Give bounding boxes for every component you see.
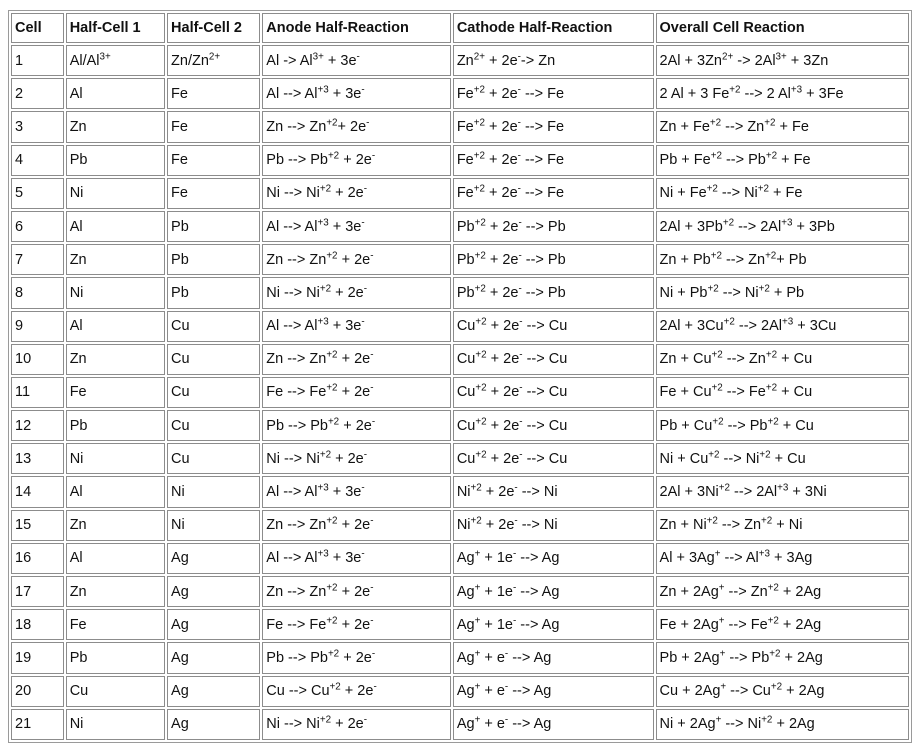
table-row <box>11 344 909 375</box>
cathode-half-reaction: $Pb^{+2} + 2e^-$ --> Pb <box>453 244 654 275</box>
overall-cell-reaction: Pb + 2Ag+ --> $Pb^{+2} + 2Ag$ <box>656 642 909 673</box>
electrochemical-cells-table <box>8 10 912 743</box>
overall-cell-reaction: $Zn + Cu^{+2}$ --> $Zn^{+2} + Cu$ <box>656 344 909 375</box>
anode-half-reaction: Al --> $Al^{+3} + 3e^-$ <box>262 211 451 242</box>
half-cell-1: Pb <box>66 145 165 176</box>
header-overall-cell-reaction: Overall Cell Reaction <box>656 13 909 43</box>
half-cell-2: Fe <box>167 78 260 109</box>
anode-half-reaction: Pb --> $Pb^{+2} + 2e^-$ <box>262 145 451 176</box>
half-cell-2: Ag <box>167 709 260 740</box>
anode-half-reaction: Cu --> $Cu^{+2} + 2e^-$ <box>262 676 451 707</box>
half-cell-1: Al <box>66 78 165 109</box>
half-cell-2: Ag <box>167 543 260 574</box>
anode-half-reaction: Zn --> $Zn^{+2} + 2e^-$ <box>262 344 451 375</box>
half-cell-2: Cu <box>167 443 260 474</box>
overall-cell-reaction: $Ni + Pb^{+2}$ --> $Ni^{+2} + Pb$ <box>656 277 909 308</box>
page <box>8 10 912 743</box>
cell-number: 8 <box>11 277 64 308</box>
table-row <box>11 244 909 275</box>
anode-half-reaction: Ni --> $Ni^{+2} + 2e^-$ <box>262 178 451 209</box>
half-cell-2: Fe <box>167 111 260 142</box>
overall-cell-reaction: Zn + 2Ag+ --> $Zn^{+2} + 2Ag$ <box>656 576 909 607</box>
cell-number: 16 <box>11 543 64 574</box>
table-row <box>11 576 909 607</box>
half-cell-1: Ni <box>66 178 165 209</box>
table-row <box>11 609 909 640</box>
half-cell-1: Zn <box>66 111 165 142</box>
cell-number: 5 <box>11 178 64 209</box>
half-cell-1: Ni <box>66 277 165 308</box>
table-row <box>11 642 909 673</box>
half-cell-2: Cu <box>167 377 260 408</box>
overall-cell-reaction: $Zn + Ni^{+2}$ --> $Zn^{+2} + Ni$ <box>656 510 909 541</box>
half-cell-1: Cu <box>66 676 165 707</box>
cathode-half-reaction: Ag+ + 1e- --> Ag <box>453 543 654 574</box>
cathode-half-reaction: $Fe^{+2} + 2e^-$ --> Fe <box>453 145 654 176</box>
cathode-half-reaction: Ag+ + 1e- --> Ag <box>453 609 654 640</box>
overall-cell-reaction: $Pb + Fe^{+2}$ --> $Pb^{+2} + Fe$ <box>656 145 909 176</box>
overall-cell-reaction: Cu + 2Ag+ --> $Cu^{+2} + 2Ag$ <box>656 676 909 707</box>
cathode-half-reaction: $Ni^{+2} + 2e^-$ --> Ni <box>453 476 654 507</box>
table-row <box>11 78 909 109</box>
anode-half-reaction: Zn --> $Zn^{+2} + 2e^-$ <box>262 510 451 541</box>
table-row <box>11 510 909 541</box>
cell-number: 4 <box>11 145 64 176</box>
anode-half-reaction: $Al -> Al^{3+} + 3e^-$ <box>262 45 451 76</box>
half-cell-2: Fe <box>167 178 260 209</box>
cathode-half-reaction: $Fe^{+2} + 2e^-$ --> Fe <box>453 178 654 209</box>
table-row <box>11 111 909 142</box>
cell-number: 20 <box>11 676 64 707</box>
half-cell-1: Fe <box>66 609 165 640</box>
table-row <box>11 178 909 209</box>
anode-half-reaction: Pb --> $Pb^{+2} + 2e^-$ <box>262 410 451 441</box>
half-cell-2: Ag <box>167 642 260 673</box>
half-cell-1: Pb <box>66 410 165 441</box>
cell-number: 2 <box>11 78 64 109</box>
half-cell-1: Zn <box>66 344 165 375</box>
header-cell: Cell <box>11 13 64 43</box>
overall-cell-reaction: 2 Al + 3 $Fe^{+2}$ --> 2 $Al^{+3} + 3Fe$ <box>656 78 909 109</box>
half-cell-2: Cu <box>167 311 260 342</box>
cell-number: 3 <box>11 111 64 142</box>
anode-half-reaction: Zn --> $Zn^{+2} + 2e^-$ <box>262 576 451 607</box>
cell-number: 6 <box>11 211 64 242</box>
half-cell-2: Ni <box>167 476 260 507</box>
half-cell-1: Al <box>66 311 165 342</box>
header-cathode-half-reaction: Cathode Half-Reaction <box>453 13 654 43</box>
cathode-half-reaction: $Cu^{+2} + 2e^-$ --> Cu <box>453 344 654 375</box>
table-row <box>11 311 909 342</box>
cathode-half-reaction: Ag+ + e- --> Ag <box>453 709 654 740</box>
table-row <box>11 543 909 574</box>
overall-cell-reaction: $Ni + Fe^{+2}$ --> $Ni^{+2} + Fe$ <box>656 178 909 209</box>
cathode-half-reaction: $Cu^{+2} + 2e^-$ --> Cu <box>453 443 654 474</box>
half-cell-1: Zn <box>66 244 165 275</box>
cell-number: 14 <box>11 476 64 507</box>
half-cell-2: Pb <box>167 277 260 308</box>
cathode-half-reaction: $Pb^{+2} + 2e^-$ --> Pb <box>453 211 654 242</box>
overall-cell-reaction: Ni + 2Ag+ --> $Ni^{+2} + 2Ag$ <box>656 709 909 740</box>
half-cell-2: Cu <box>167 410 260 441</box>
anode-half-reaction: Fe --> $Fe^{+2} + 2e^-$ <box>262 377 451 408</box>
overall-cell-reaction: Fe + 2Ag+ --> $Fe^{+2} + 2Ag$ <box>656 609 909 640</box>
overall-cell-reaction: $Pb + Cu^{+2}$ --> $Pb^{+2} + Cu$ <box>656 410 909 441</box>
cell-number: 19 <box>11 642 64 673</box>
cell-number: 13 <box>11 443 64 474</box>
anode-half-reaction: Ni --> $Ni^{+2} + 2e^-$ <box>262 709 451 740</box>
half-cell-2: Ni <box>167 510 260 541</box>
half-cell-2: Pb <box>167 211 260 242</box>
half-cell-1: Ni <box>66 443 165 474</box>
table-row <box>11 476 909 507</box>
table-row <box>11 377 909 408</box>
half-cell-2: Pb <box>167 244 260 275</box>
header-half-cell-1: Half-Cell 1 <box>66 13 165 43</box>
overall-cell-reaction: $2Al + 3Zn^{2+} -> 2Al^{3+} + 3Zn$ <box>656 45 909 76</box>
overall-cell-reaction: $Ni + Cu^{+2}$ --> $Ni^{+2} + Cu$ <box>656 443 909 474</box>
cathode-half-reaction: Ag+ + e- --> Ag <box>453 642 654 673</box>
cathode-half-reaction: $Cu^{+2} + 2e^-$ --> Cu <box>453 410 654 441</box>
overall-cell-reaction: $Zn + Pb^{+2}$ --> $Zn^{+2}+ Pb$ <box>656 244 909 275</box>
half-cell-2: Ag <box>167 576 260 607</box>
anode-half-reaction: Al --> $Al^{+3} + 3e^-$ <box>262 311 451 342</box>
cathode-half-reaction: Ag+ + 1e- --> Ag <box>453 576 654 607</box>
table-row <box>11 676 909 707</box>
cathode-half-reaction: $Cu^{+2} + 2e^-$ --> Cu <box>453 377 654 408</box>
cell-number: 1 <box>11 45 64 76</box>
half-cell-1: $Al/Al^{3+}$ <box>66 45 165 76</box>
cathode-half-reaction: $Cu^{+2} + 2e^-$ --> Cu <box>453 311 654 342</box>
cell-number: 17 <box>11 576 64 607</box>
anode-half-reaction: Al --> $Al^{+3} + 3e^-$ <box>262 476 451 507</box>
cell-number: 12 <box>11 410 64 441</box>
anode-half-reaction: Al --> $Al^{+3} + 3e^-$ <box>262 78 451 109</box>
half-cell-1: Pb <box>66 642 165 673</box>
cell-number: 10 <box>11 344 64 375</box>
cathode-half-reaction: Ag+ + e- --> Ag <box>453 676 654 707</box>
cell-number: 21 <box>11 709 64 740</box>
half-cell-1: Al <box>66 543 165 574</box>
anode-half-reaction: Zn --> $Zn^{+2} + 2e^-$ <box>262 244 451 275</box>
half-cell-2: Ag <box>167 676 260 707</box>
anode-half-reaction: Al --> $Al^{+3} + 3e^-$ <box>262 543 451 574</box>
anode-half-reaction: Zn --> $Zn^{+2}+ 2e^-$ <box>262 111 451 142</box>
anode-half-reaction: Ni --> $Ni^{+2} + 2e^-$ <box>262 443 451 474</box>
half-cell-2: Ag <box>167 609 260 640</box>
overall-cell-reaction: Al + 3Ag+ --> $Al^{+3} + 3Ag$ <box>656 543 909 574</box>
cathode-half-reaction: $Fe^{+2} + 2e^-$ --> Fe <box>453 78 654 109</box>
table-row <box>11 709 909 740</box>
half-cell-1: Zn <box>66 510 165 541</box>
cathode-half-reaction: $Pb^{+2} + 2e^-$ --> Pb <box>453 277 654 308</box>
cathode-half-reaction: $Zn^{2+} + 2e^--> Zn$ <box>453 45 654 76</box>
cathode-half-reaction: $Ni^{+2} + 2e^-$ --> Ni <box>453 510 654 541</box>
overall-cell-reaction: $2Al + 3Cu^{+2}$ --> $2Al^{+3} + 3Cu$ <box>656 311 909 342</box>
half-cell-1: Zn <box>66 576 165 607</box>
cell-number: 18 <box>11 609 64 640</box>
overall-cell-reaction: $2Al + 3Ni^{+2}$ --> $2Al^{+3} + 3Ni$ <box>656 476 909 507</box>
table-row <box>11 211 909 242</box>
table-row <box>11 45 909 76</box>
anode-half-reaction: Pb --> $Pb^{+2} + 2e^-$ <box>262 642 451 673</box>
overall-cell-reaction: $Zn + Fe^{+2}$ --> $Zn^{+2} + Fe$ <box>656 111 909 142</box>
table-row <box>11 145 909 176</box>
cathode-half-reaction: $Fe^{+2} + 2e^-$ --> Fe <box>453 111 654 142</box>
cell-number: 9 <box>11 311 64 342</box>
half-cell-2: $Zn/Zn^{2+}$ <box>167 45 260 76</box>
cell-number: 15 <box>11 510 64 541</box>
cell-number: 7 <box>11 244 64 275</box>
half-cell-1: Ni <box>66 709 165 740</box>
table-header-row <box>11 13 909 43</box>
overall-cell-reaction: $Fe + Cu^{+2}$ --> $Fe^{+2} + Cu$ <box>656 377 909 408</box>
table-row <box>11 443 909 474</box>
table-row <box>11 410 909 441</box>
half-cell-1: Al <box>66 476 165 507</box>
cell-number: 11 <box>11 377 64 408</box>
half-cell-1: Fe <box>66 377 165 408</box>
half-cell-1: Al <box>66 211 165 242</box>
table-row <box>11 277 909 308</box>
header-anode-half-reaction: Anode Half-Reaction <box>262 13 451 43</box>
overall-cell-reaction: $2Al + 3Pb^{+2}$ --> $2Al^{+3} + 3Pb$ <box>656 211 909 242</box>
header-half-cell-2: Half-Cell 2 <box>167 13 260 43</box>
half-cell-2: Fe <box>167 145 260 176</box>
half-cell-2: Cu <box>167 344 260 375</box>
anode-half-reaction: Ni --> $Ni^{+2} + 2e^-$ <box>262 277 451 308</box>
anode-half-reaction: Fe --> $Fe^{+2} + 2e^-$ <box>262 609 451 640</box>
